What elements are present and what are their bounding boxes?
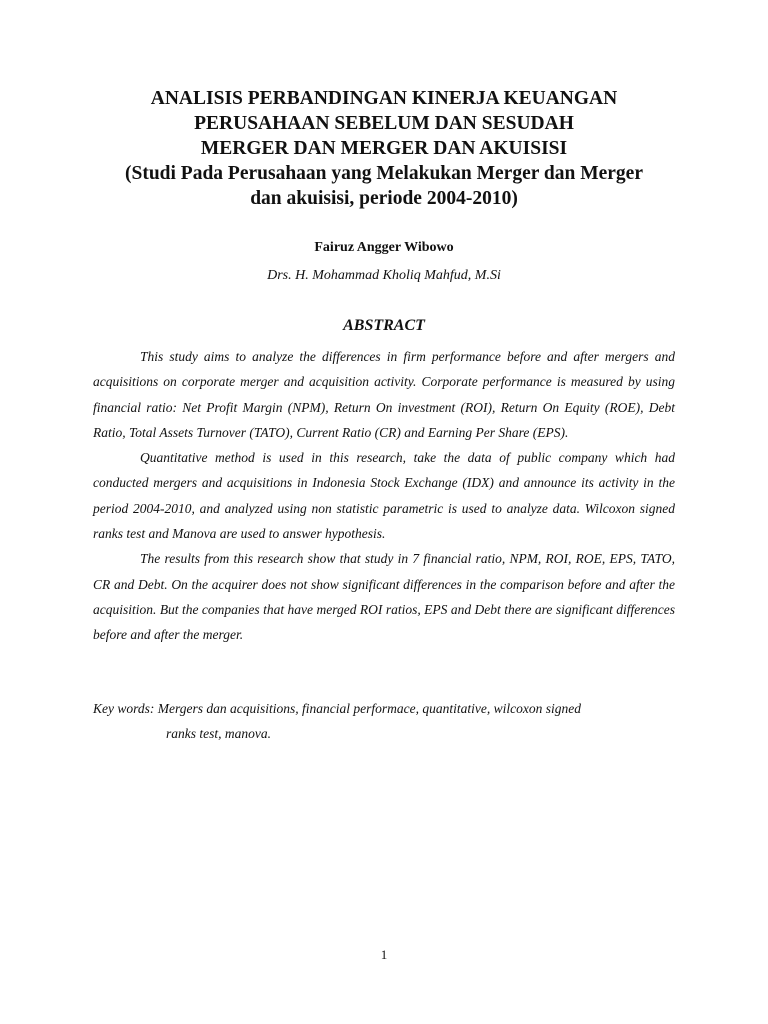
author-name: Fairuz Angger Wibowo <box>314 240 454 255</box>
abstract-body <box>93 344 675 648</box>
title-line: ANALISIS PERBANDINGAN KINERJA KEUANGAN <box>150 88 618 109</box>
title-line: (Studi Pada Perusahaan yang Melakukan Merger dan Merger <box>124 163 643 184</box>
title-line: dan akuisisi, periode 2004-2010) <box>250 188 518 209</box>
keywords <box>93 696 675 746</box>
title-line: PERUSAHAAN SEBELUM DAN SESUDAH <box>194 113 574 134</box>
title-line: MERGER DAN MERGER DAN AKUISISI <box>200 138 568 159</box>
paper-title <box>90 86 678 211</box>
keywords-line: ranks test, manova. <box>166 726 271 741</box>
abstract-paragraph: This study aims to analyze the differences in firm performance before and after mergers and acquisitions on corporate merger and acquisition activity. Corporate performance is measured by using financial ratio: Net Profit Margin (NPM), Return On investment (ROI), Return On Equity (ROE), Debt Ratio, Total Assets Turnover (TATO), Current Ratio (CR) and Earning Per Share (EPS). <box>93 349 675 440</box>
page-number: 1 <box>380 947 388 962</box>
advisor-name: Drs. H. Mohammad Kholiq Mahfud, M.Si <box>267 268 501 283</box>
abstract-heading: ABSTRACT <box>343 317 425 334</box>
abstract-paragraph: Quantitative method is used in this research, take the data of public company which had conducted mergers and acquisitions in Indonesia Stock Exchange (IDX) and announce its activity in the period 2004-2010, and analyzed using non statistic parametric is used to analyze data. Wilcoxon signed ranks test and Manova are used to answer hypothesis. <box>93 450 675 542</box>
keywords-line: Key words: Mergers dan acquisitions, financial performace, quantitative, wilcoxon signed <box>93 701 581 716</box>
abstract-paragraph: The results from this research show that study in 7 financial ratio, NPM, ROI, ROE, EPS, TATO, CR and Debt. On the acquirer does not show significant differences in the comparison before and after the acquisition. But the companies that have merged ROI ratios, EPS and Debt there are significant differences before and after the merger. <box>93 551 675 643</box>
